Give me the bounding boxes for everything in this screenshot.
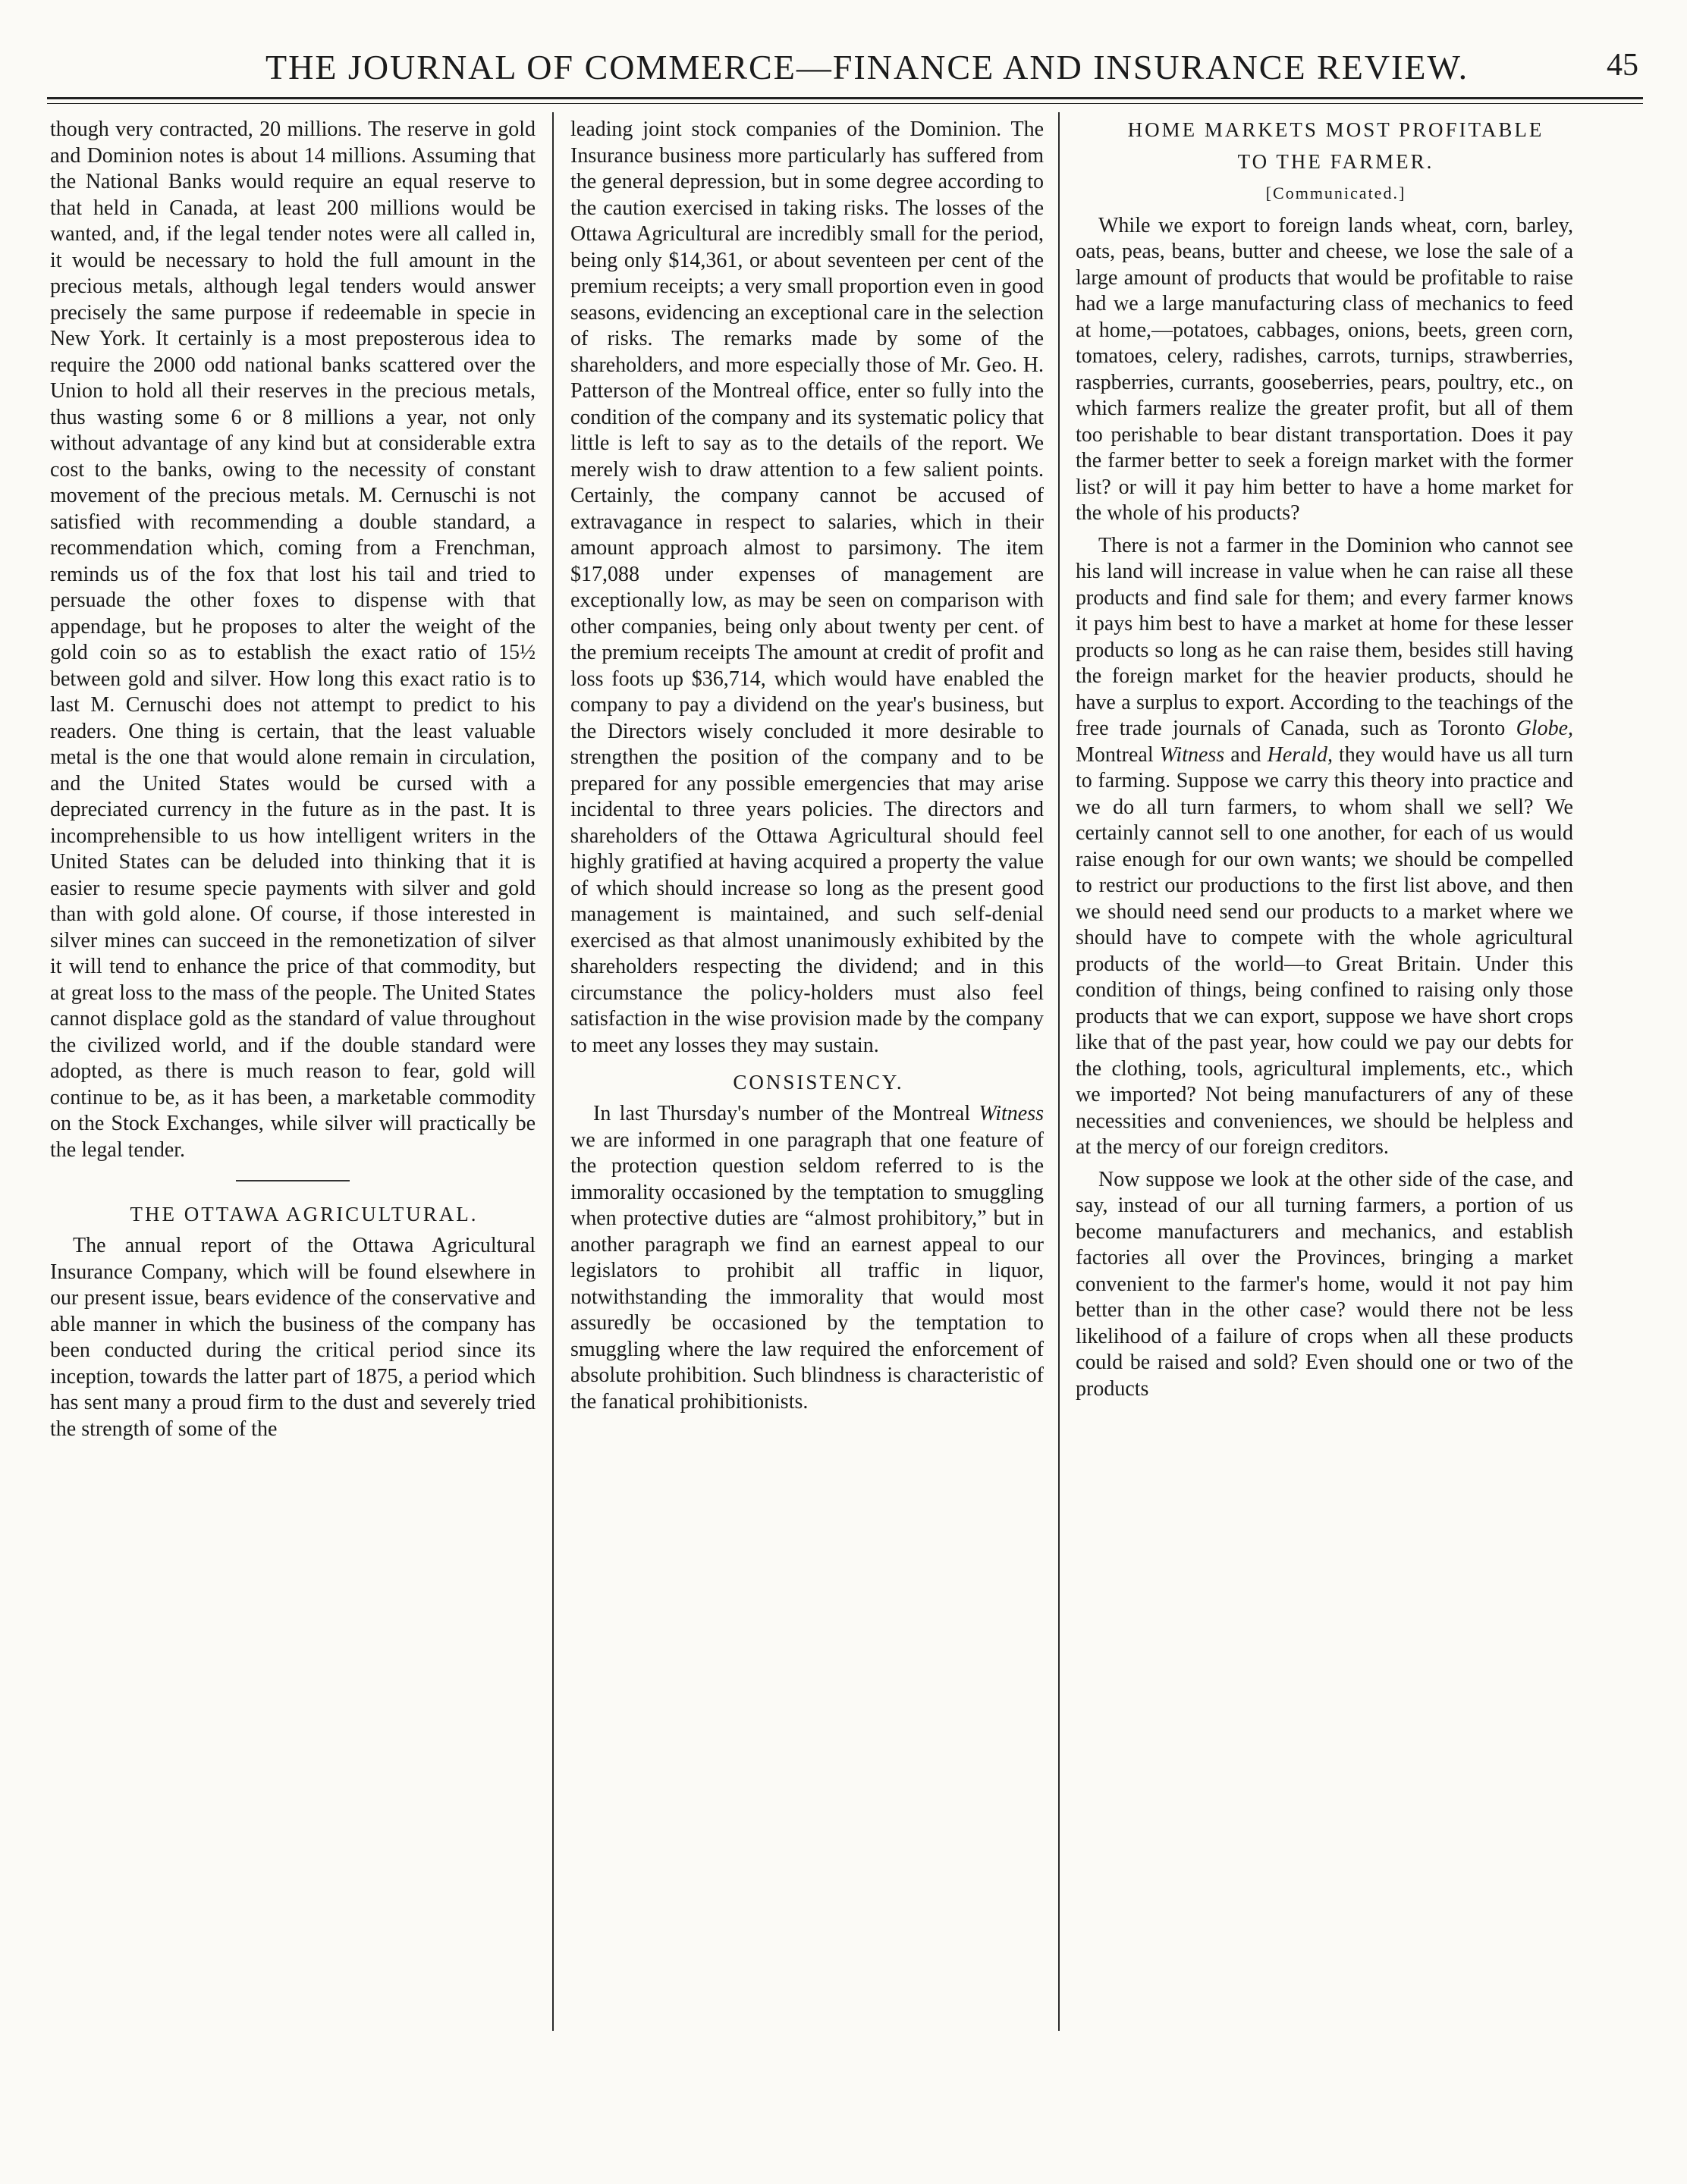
globe-italic: Globe, bbox=[1516, 717, 1573, 740]
article-heading-home-markets-line-2: TO THE FARMER. bbox=[1237, 150, 1434, 173]
herald-italic: Herald, bbox=[1267, 742, 1333, 767]
article-body-ottawa-agricultural-continued: leading joint stock companies of the Dominion. The Insurance business more particularly has suffered from the general depression, but in some degree according to the caution exercised in taking risks. The losses of the Ottawa Agricultural are incredibly small for the period, being only $14,361, or about seventeen per cent of the premium receipts; a very small proportion even in good seasons, evidencing an exceptional care in the selection of risks. The remarks made by some of the shareholders, and more especially those of Mr. Geo. H. Patterson of the Montreal office, enter so fully into the condition of the company and its systematic policy that little is left to say as to the details of the report. We merely wish to draw attention to a few salient points. Certainly, the company cannot be accused of extravagance in respect to salaries, which in their amount approach almost to parsimony. The item $17,088 under expenses of management are exceptionally low, as may be seen on comparison with other companies, being only about twenty per cent. of the premium receipts The amount at credit of profit and loss foots up $36,714, which would have enabled the company to pay a dividend on the year's business, but the Directors wisely concluded it more desirable to strengthen the position of the company and to be prepared for any possible emergencies that may arise incidental to three years policies. The directors and shareholders of the Ottawa Agricultural should feel highly gratified at having acquired a property the value of which should increase so long as the present good management is maintained, and such self-denial exercised as that almost unanimously exhibited by the shareholders respecting the dividend; and in this circumstance the policy-holders must also feel satisfaction in the wise provision made by the company to meet any losses they may sustain. bbox=[570, 118, 1044, 1057]
header-rule-thin bbox=[47, 103, 1643, 104]
column-2 bbox=[570, 117, 1044, 2035]
header-rule bbox=[47, 97, 1643, 99]
journal-title: THE JOURNAL OF COMMERCE—FINANCE AND INSURANCE REVIEW. bbox=[265, 48, 1469, 86]
article-heading-ottawa-agricultural: THE OTTAWA AGRICULTURAL. bbox=[130, 1203, 479, 1225]
article-divider bbox=[236, 1180, 350, 1181]
column-rule-2 bbox=[1058, 112, 1060, 2031]
column-rule-1 bbox=[552, 112, 554, 2031]
article-continued-text: though very contracted, 20 millions. The reserve in gold and Dominion notes is about 14 millions. Assuming that the National Banks would require an equal reserve to that held in Canada, at least 200 millions would be wanted, and, if the legal tender notes were all called in, it would be necessary to hold the full amount in the precious metals, although legal tenders would answer precisely the same purpose if redeemable in specie in New York. It certainly is a most preposterous idea to require the 2000 odd national banks scattered over the Union to hold all their reserves in the precious metals, thus wasting some 6 or 8 millions a year, not only without advantage of any kind but at considerable extra cost to the banks, owing to the necessity of constant movement of the precious metals. M. Cernuschi is not satisfied with recommending a double standard, a recommendation which, coming from a Frenchman, reminds us of the fox that lost his tail and tried to persuade the other foxes to dispense with that appendage, but he proposes to alter the weight of the gold coin so as to establish the exact ratio of 15½ between gold and silver. How long this exact ratio is to last M. Cernuschi does not attempt to predict to his readers. One thing is certain, that the least valuable metal is the one that would alone remain in circulation, and the United States would be cursed with a depreciated currency in the future as in the past. It is incomprehensible to us how intelligent writers in the United States can be deluded into thinking that it is easier to resume specie payments with silver and gold than with gold alone. Of course, if those interested in silver mines can succeed in the remonetization of silver it will tend to enhance the price of that commodity, but at great loss to the mass of the people. The United States cannot displace gold as the standard of value throughout the civilized world, and if the double standard were adopted, as there is much reason to fear, gold will continue to be, as it has been, a marketable commodity on the Stock Exchanges, while silver will practically be the legal tender. bbox=[50, 118, 536, 1162]
article-body-consistency: In last Thursday's number of the Montreal Witness we are informed in one paragraph that one feature of the protection question seldom referred to is the immorality occasioned by the temptation to smuggling when protective duties are “almost prohibitory,” but in another paragraph we find an earnest appeal to our legislators to prohibit all traffic in liquor, notwithstanding the immorality that would most assuredly be occasioned by the temptation to smuggling where the law required the enforcement of absolute prohibition. Such blindness is characteristic of the fanatical prohibitionists. bbox=[570, 1102, 1044, 1414]
article-heading-home-markets-line-1: HOME MARKETS MOST PROFITABLE bbox=[1127, 118, 1544, 141]
column-3 bbox=[1076, 117, 1573, 2035]
page-number: 45 bbox=[1607, 48, 1638, 83]
article-body-home-markets-1: While we export to foreign lands wheat, corn, barley, oats, peas, beans, butter and cheese, we lose the sale of a large amount of products that would be profitable to raise had we a large manufacturing class of mechanics to feed at home,—potatoes, cabbages, onions, beets, green corn, tomatoes, celery, radishes, carrots, turnips, strawberries, raspberries, currants, gooseberries, pears, poultry, etc., on which farmers realize the greater profit, but all of them too perishable to bear distant transportation. Does it pay the farmer better to seek a foreign market with the former list? or will it pay him better to have a home market for the whole of his products? bbox=[1076, 213, 1573, 525]
article-subhead-communicated: [Communicated.] bbox=[1265, 184, 1406, 202]
witness-italic: Witness bbox=[979, 1102, 1044, 1125]
article-heading-consistency: CONSISTENCY. bbox=[733, 1071, 904, 1094]
article-body-home-markets-3: Now suppose we look at the other side of the case, and say, instead of our all turning farmers, a portion of us become manufacturers and mechanics, and establish factories all over the Provinces, bringing a market convenient to the farmer's home, would it not pay him better than in the other case? would there not be less likelihood of a failure of crops when all these products could be raised and sold? Even should one or two of the products bbox=[1076, 1167, 1573, 1401]
article-body-home-markets-2: There is not a farmer in the Dominion who cannot see his land will increase in value when he can raise all these products and find sale for them; and every farmer knows it pays him best to have a market at home for these lesser products so long as he can raise them, besides still having the foreign market for the heavier products, should he have a surplus to export. According to the teachings of the free trade journals of Canada, such as Toronto Globe, Montreal Witness and Herald, they would have us all turn to farming. Suppose we carry this theory into practice and we do all turn farmers, to whom shall we sell? We certainly cannot sell to one another, for each of us would raise enough for our own wants; we should be compelled to restrict our productions to the first list above, and then we should need send our products to a market where we should have to compete with the whole agricultural products of the world—to Great Britain. Under this condition of things, being confined to raising only those products that we can export, suppose we have short crops like that of the past year, how could we pay our debts for the clothing, tools, agricultural implements, etc., which we imported? Not being manufacturers of any of these necessities and conveniences, we should be helpless and at the mercy of our foreign creditors. bbox=[1076, 533, 1573, 1159]
column-1 bbox=[50, 117, 536, 2035]
witness-italic: Witness bbox=[1159, 742, 1225, 767]
article-body-ottawa-agricultural: The annual report of the Ottawa Agricultural Insurance Company, which will be found elsewhere in our present issue, bears evidence of the conservative and able manner in which the business of the company has been conducted during the critical period since its inception, towards the latter part of 1875, a period which has sent many a proud firm to the dust and severely tried the strength of some of the bbox=[50, 1234, 536, 1441]
running-head bbox=[46, 47, 1638, 100]
